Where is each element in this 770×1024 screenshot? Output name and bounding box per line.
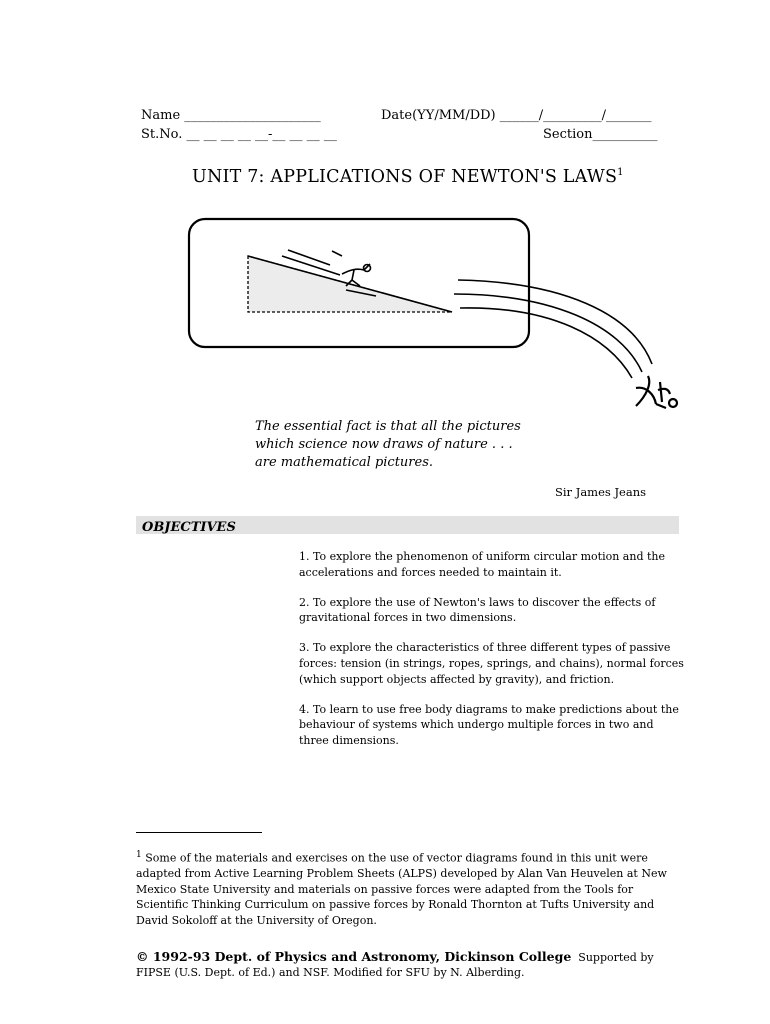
objective-item: 4. To learn to use free body diagrams to make predictions about the behaviour of systems which undergo multiple forces in two and three dimensions. [299,702,679,748]
epigraph-quote [255,418,521,472]
copyright-text: © 1992-93 Dept. of Physics and Astronomy, Dickinson College [136,949,572,964]
date-field: Date(YY/MM/DD) ______/_________/_______ [381,108,652,123]
footnote-mark: 1 [136,850,142,860]
quote-line: which science now draws of nature . . . [255,437,513,452]
objective-item: 1. To explore the phenomenon of uniform circular motion and the accelerations and forces needed to maintain it. [299,550,665,579]
objectives-heading: OBJECTIVES [142,520,236,535]
student-number-field: St.No. __ __ __ __ __-__ __ __ __ [141,127,337,142]
quote-line: The essential fact is that all the pictures [255,419,521,434]
ski-jump-illustration [180,212,720,422]
objectives-banner [136,516,679,534]
footnote-text: Some of the materials and exercises on the use of vector diagrams found in this unit were adapted from Active Learning Problem Sheets (ALPS) developed by Alan Van Heuvelen at New Mexico State University and materials on passive forces were adapted from the Tools for Scientific Thinking Curriculum on passive forces by Ronald Thornton at Tufts University and David Sokoloff at the University of Oregon. [136,851,667,927]
footnote-divider [136,832,262,833]
page-title-text: UNIT 7: APPLICATIONS OF NEWTON'S LAWS [192,167,618,187]
footnote [136,848,681,928]
trajectory-lines [454,280,652,378]
objective-item: 2. To explore the use of Newton's laws to discover the effects of gravitational forces in two dimensions. [299,595,656,625]
page-title [192,167,624,187]
quote-line: are mathematical pictures. [255,455,434,470]
name-field: Name _____________________ [141,108,321,123]
support-text: Supported by FIPSE (U.S. Dept. of Ed.) and NSF. Modified for SFU by N. Alberding. [136,951,654,979]
section-field: Section__________ [543,127,658,142]
quote-attribution: Sir James Jeans [555,485,647,499]
title-footnote-mark: 1 [617,167,624,179]
copyright-footer [136,949,681,980]
objective-item: 3. To explore the characteristics of three different types of passive forces: tension (in strings, ropes, springs, and chains), normal forces (which support objects affected by gravity), and friction. [299,641,684,686]
falling-skier-icon [636,376,677,408]
illustration-frame [189,219,529,347]
objectives-list [299,549,684,763]
